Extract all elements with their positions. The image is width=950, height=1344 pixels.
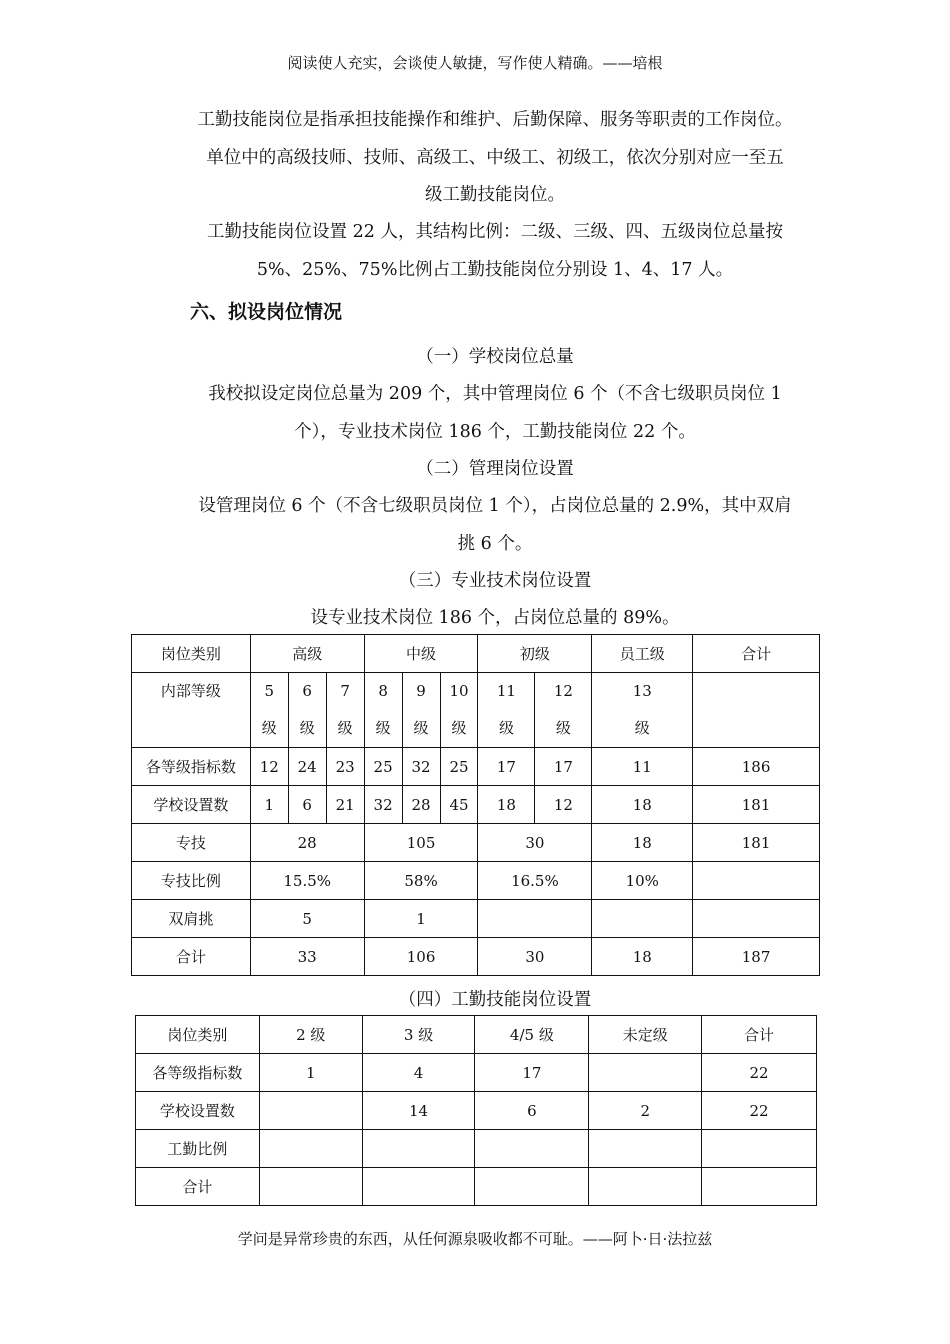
total-cell: 181 xyxy=(693,786,820,824)
table-row xyxy=(136,1168,817,1206)
table-row xyxy=(132,824,820,862)
table-cell: 18 xyxy=(592,786,693,824)
row-label: 各等级指标数 xyxy=(132,748,251,786)
level-unit: 级 xyxy=(261,719,277,737)
level-unit: 级 xyxy=(413,719,429,737)
level-unit: 级 xyxy=(498,719,514,737)
header-cell: 中级 xyxy=(364,635,478,673)
table-cell: 6 xyxy=(475,1092,589,1130)
row-label: 内部等级 xyxy=(160,682,221,700)
level-unit: 级 xyxy=(634,719,650,737)
table-cell xyxy=(362,1130,475,1168)
table-cell: 12 xyxy=(535,786,592,824)
total-cell: 22 xyxy=(702,1054,817,1092)
header-cell: 未定级 xyxy=(589,1016,702,1054)
table-row xyxy=(132,786,820,824)
table-cell: 17 xyxy=(535,748,592,786)
table-cell: 1 xyxy=(259,1054,362,1092)
table-cell: 11 xyxy=(592,748,693,786)
level-unit: 级 xyxy=(555,719,571,737)
table-cell: 15.5% xyxy=(250,862,364,900)
row-label: 工勤比例 xyxy=(136,1130,260,1168)
row-label: 学校设置数 xyxy=(132,786,251,824)
paragraph-line: 工勤技能岗位设置 22 人，其结构比例：二级、三级、四、五级岗位总量按 xyxy=(207,222,783,242)
header-cell: 2 级 xyxy=(259,1016,362,1054)
header-cell: 高级 xyxy=(250,635,364,673)
level-number: 11 xyxy=(496,682,516,700)
table-row xyxy=(132,900,820,938)
subsection-title: （二）管理岗位设置 xyxy=(416,459,574,479)
table-cell: 12 xyxy=(250,748,288,786)
table-cell: 5 xyxy=(250,900,364,938)
table-cell xyxy=(362,1168,475,1206)
level-unit: 级 xyxy=(337,719,353,737)
table-row xyxy=(136,1092,817,1130)
table-cell: 6 xyxy=(288,786,326,824)
table-cell: 30 xyxy=(478,938,592,976)
section-title: 六、拟设岗位情况 xyxy=(190,301,343,323)
table-cell: 105 xyxy=(364,824,478,862)
table-cell xyxy=(589,1054,702,1092)
header-cell: 3 级 xyxy=(362,1016,475,1054)
level-number: 13 xyxy=(632,682,652,700)
subsection-title: （四）工勤技能岗位设置 xyxy=(398,990,592,1010)
total-cell xyxy=(693,862,820,900)
table-row xyxy=(136,1130,817,1168)
total-cell: 187 xyxy=(693,938,820,976)
table-cell xyxy=(259,1130,362,1168)
table-cell: 28 xyxy=(250,824,364,862)
total-cell xyxy=(702,1168,817,1206)
table-cell: 45 xyxy=(440,786,478,824)
header-cell: 合计 xyxy=(693,635,820,673)
table-cell: 30 xyxy=(478,824,592,862)
table-cell xyxy=(475,1130,589,1168)
table-cell: 25 xyxy=(440,748,478,786)
level-number: 5 xyxy=(264,682,275,700)
paragraph-line: 挑 6 个。 xyxy=(457,534,533,554)
table-cell: 1 xyxy=(364,900,478,938)
paragraph-line: 5%、25%、75%比例占工勤技能岗位分别设 1、4、17 人。 xyxy=(256,260,734,280)
total-cell: 186 xyxy=(693,748,820,786)
table-cell xyxy=(259,1168,362,1206)
table-cell: 10% xyxy=(592,862,693,900)
table-row xyxy=(132,748,820,786)
professional-post-table xyxy=(131,634,820,976)
table-cell: 23 xyxy=(326,748,364,786)
table-cell: 18 xyxy=(592,938,693,976)
row-label: 合计 xyxy=(132,938,251,976)
header-cell: 4/5 级 xyxy=(475,1016,589,1054)
level-number: 6 xyxy=(302,682,312,700)
table-cell xyxy=(589,1168,702,1206)
table-cell: 18 xyxy=(592,824,693,862)
table-cell: 24 xyxy=(288,748,326,786)
paragraph-line: 级工勤技能岗位。 xyxy=(425,185,565,205)
table-cell: 14 xyxy=(362,1092,475,1130)
page-header-quote: 阅读使人充实，会谈使人敏捷，写作使人精确。——培根 xyxy=(287,54,663,72)
table-cell xyxy=(478,900,592,938)
table-row xyxy=(132,673,820,748)
level-number: 8 xyxy=(378,682,388,700)
header-cell: 合计 xyxy=(702,1016,817,1054)
paragraph-line: 工勤技能岗位是指承担技能操作和维护、后勤保障、服务等职责的工作岗位。 xyxy=(197,110,793,130)
paragraph-line: 设专业技术岗位 186 个，占岗位总量的 89%。 xyxy=(310,608,680,628)
header-cell: 岗位类别 xyxy=(132,635,251,673)
table-row xyxy=(132,862,820,900)
header-cell: 初级 xyxy=(478,635,592,673)
paragraph-line: 设管理岗位 6 个（不含七级职员岗位 1 个），占岗位总量的 2.9%，其中双肩 xyxy=(198,496,792,516)
table-cell: 33 xyxy=(250,938,364,976)
table-row xyxy=(132,938,820,976)
row-label: 合计 xyxy=(136,1168,260,1206)
table-cell: 1 xyxy=(250,786,288,824)
table-cell xyxy=(259,1092,362,1130)
level-number: 12 xyxy=(553,682,573,700)
worker-post-table xyxy=(135,1015,817,1206)
subsection-title: （一）学校岗位总量 xyxy=(416,347,574,367)
table-cell: 17 xyxy=(478,748,535,786)
total-cell: 181 xyxy=(693,824,820,862)
total-cell xyxy=(702,1130,817,1168)
table-row xyxy=(136,1054,817,1092)
table-cell: 16.5% xyxy=(478,862,592,900)
table-cell xyxy=(592,900,693,938)
row-label: 专技比例 xyxy=(132,862,251,900)
paragraph-line: 个），专业技术岗位 186 个，工勤技能岗位 22 个。 xyxy=(294,422,696,442)
paragraph-line: 我校拟设定岗位总量为 209 个，其中管理岗位 6 个（不含七级职员岗位 1 xyxy=(208,384,782,404)
table-cell: 106 xyxy=(364,938,478,976)
table-header-row xyxy=(132,635,820,673)
level-number: 9 xyxy=(416,682,426,700)
table-cell: 25 xyxy=(364,748,402,786)
subsection-title: （三）专业技术岗位设置 xyxy=(398,571,592,591)
level-number: 10 xyxy=(449,682,469,700)
level-unit: 级 xyxy=(451,719,467,737)
table-cell: 21 xyxy=(326,786,364,824)
paragraph-line: 单位中的高级技师、技师、高级工、中级工、初级工，依次分别对应一至五 xyxy=(206,148,784,168)
level-unit: 级 xyxy=(299,719,315,737)
table-cell: 28 xyxy=(402,786,440,824)
table-cell xyxy=(589,1130,702,1168)
page-footer-quote: 学问是异常珍贵的东西，从任何源泉吸收都不可耻。——阿卜·日·法拉兹 xyxy=(237,1230,713,1248)
table-cell: 17 xyxy=(475,1054,589,1092)
total-cell: 22 xyxy=(702,1092,817,1130)
row-label: 专技 xyxy=(132,824,251,862)
row-label: 各等级指标数 xyxy=(136,1054,260,1092)
table-cell: 32 xyxy=(402,748,440,786)
row-label: 双肩挑 xyxy=(132,900,251,938)
table-cell: 2 xyxy=(589,1092,702,1130)
row-label: 学校设置数 xyxy=(136,1092,260,1130)
level-number: 7 xyxy=(340,682,350,700)
table-header-row xyxy=(136,1016,817,1054)
table-cell: 4 xyxy=(362,1054,475,1092)
table-cell xyxy=(693,673,820,748)
table-cell xyxy=(475,1168,589,1206)
table-cell: 32 xyxy=(364,786,402,824)
level-unit: 级 xyxy=(375,719,391,737)
table-cell: 58% xyxy=(364,862,478,900)
table-cell: 18 xyxy=(478,786,535,824)
header-cell: 岗位类别 xyxy=(136,1016,260,1054)
header-cell: 员工级 xyxy=(592,635,693,673)
total-cell xyxy=(693,900,820,938)
